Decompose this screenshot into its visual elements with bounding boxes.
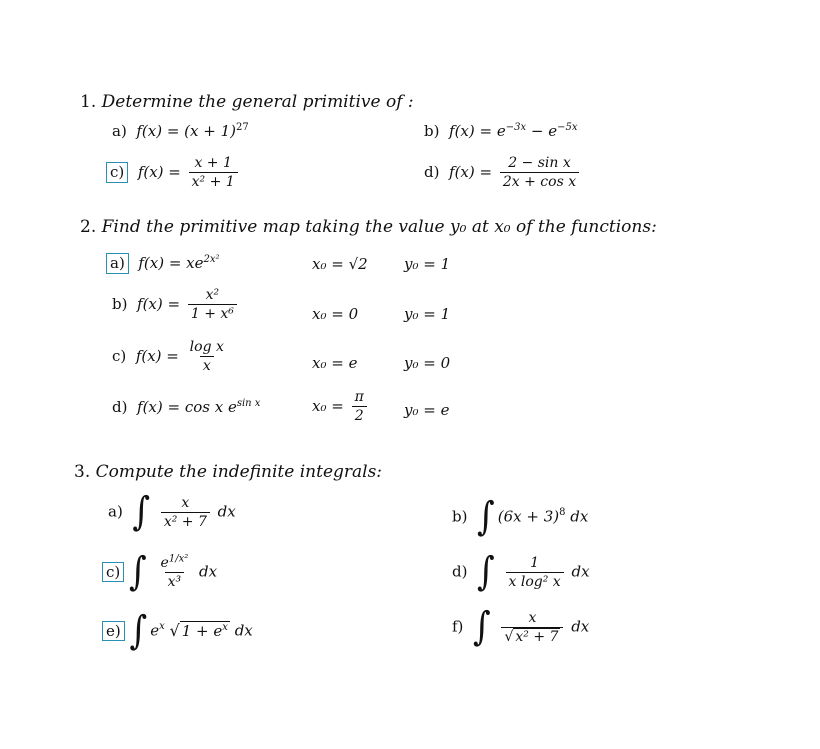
- denominator: x² + 1: [189, 172, 238, 189]
- numerator: π: [354, 389, 364, 405]
- s2-item-b: [112, 288, 240, 321]
- fraction: [158, 552, 192, 590]
- numerator: 2 − sin x: [508, 155, 571, 171]
- s1-item-b: [424, 124, 577, 139]
- highlighted-item-label: e): [102, 621, 125, 642]
- fraction: [189, 156, 238, 189]
- highlighted-item-label: a): [106, 253, 129, 274]
- integral-sign: ∫: [132, 489, 151, 535]
- x0-label: x₀ =: [312, 397, 344, 415]
- item-label: c): [112, 347, 127, 365]
- numerator: x²: [205, 287, 220, 303]
- s2-c-y0: y₀ = 0: [404, 354, 451, 372]
- expression: e: [150, 621, 160, 640]
- s2-d-x0: [312, 390, 370, 423]
- item-label: b): [112, 295, 128, 313]
- s3-item-b: [452, 494, 589, 540]
- fraction: [161, 496, 210, 529]
- s2-b-x0: x₀ = 0: [312, 305, 359, 323]
- integral-sign: ∫: [477, 494, 495, 540]
- expression: f(x) = xe: [138, 254, 204, 272]
- numerator-base: e: [160, 554, 169, 571]
- s1-item-a: [112, 124, 249, 139]
- s2-c-x0: x₀ = e: [312, 354, 358, 372]
- exponent: x: [159, 621, 165, 632]
- integral-sign: ∫: [477, 549, 495, 595]
- radical-sign: √: [169, 621, 180, 640]
- denominator: x: [200, 356, 214, 373]
- exponent: sin x: [236, 398, 261, 409]
- numerator: x: [528, 609, 537, 626]
- s2-a-y0: y₀ = 1: [404, 255, 451, 273]
- exponent: 2x²: [203, 254, 220, 265]
- numerator: [158, 552, 192, 572]
- item-label: d): [112, 398, 128, 416]
- denominator: 2: [352, 406, 367, 423]
- s3-item-d: [452, 549, 590, 595]
- section-1-heading: [80, 92, 414, 112]
- numerator: x: [181, 494, 190, 511]
- integral-sign: ∫: [472, 604, 491, 650]
- s3-item-f: [452, 604, 590, 650]
- denominator: x log² x: [506, 572, 564, 589]
- exponent: x: [222, 622, 228, 633]
- section-number: 1.: [80, 92, 97, 112]
- denominator: 2x + cos x: [500, 172, 579, 189]
- differential: dx: [571, 617, 590, 636]
- radical-sign: √: [504, 628, 514, 645]
- expression: f(x) = (x + 1): [136, 122, 236, 140]
- item-label: a): [108, 502, 123, 521]
- highlighted-item-label: c): [102, 562, 124, 583]
- s2-item-c: [112, 340, 230, 373]
- differential: dx: [199, 562, 218, 581]
- item-label: b): [424, 122, 440, 140]
- s2-item-d: [112, 400, 260, 415]
- expression: (6x + 3): [497, 507, 560, 526]
- fraction: [188, 288, 237, 321]
- radicand: 1 + e: [181, 622, 223, 640]
- s2-d-y0: y₀ = e: [404, 401, 450, 419]
- section-title: Find the primitive map taking the value y₀ at x₀ of the functions:: [101, 217, 657, 237]
- section-title: Determine the general primitive of :: [101, 92, 414, 112]
- fraction: [187, 340, 227, 373]
- s3-item-e: [102, 608, 253, 654]
- numerator: log x: [189, 339, 224, 355]
- exponent: 27: [235, 122, 249, 133]
- expression: f(x) = cos x e: [137, 398, 237, 416]
- expression: f(x) = e: [449, 122, 506, 140]
- differential: dx: [571, 562, 590, 581]
- section-number: 3.: [74, 462, 91, 482]
- item-label: b): [452, 507, 468, 526]
- exponent: −3x: [505, 122, 527, 133]
- expression: f(x) =: [137, 295, 181, 313]
- item-label: a): [112, 122, 127, 140]
- item-label: d): [452, 562, 468, 581]
- fraction: [500, 156, 579, 189]
- section-title: Compute the indefinite integrals:: [95, 462, 383, 482]
- s2-a-x0: x₀ = √2: [312, 255, 368, 273]
- exponent: −5x: [557, 122, 578, 133]
- s1-item-c: [106, 156, 241, 189]
- differential: dx: [217, 502, 236, 521]
- item-label: d): [424, 163, 440, 181]
- differential: dx: [234, 621, 253, 640]
- denominator: 1 + x⁶: [188, 304, 237, 321]
- integral-sign: ∫: [129, 549, 147, 595]
- denominator: x³: [165, 572, 185, 589]
- expression: − e: [526, 122, 558, 140]
- fraction: [506, 556, 564, 589]
- s3-item-c: [102, 549, 218, 595]
- expression: f(x) =: [449, 163, 493, 181]
- integral-sign: ∫: [129, 608, 148, 654]
- exponent: 1/x²: [168, 552, 189, 564]
- section-2-heading: [80, 217, 657, 237]
- highlighted-item-label: c): [106, 162, 128, 183]
- fraction: [501, 611, 563, 644]
- expression: f(x) =: [135, 347, 179, 365]
- square-root: [170, 623, 230, 639]
- differential: dx: [570, 507, 589, 526]
- radicand: x² + 7: [515, 628, 559, 645]
- s2-b-y0: y₀ = 1: [404, 305, 451, 323]
- numerator: x + 1: [194, 155, 232, 171]
- section-3-heading: [74, 462, 382, 482]
- denominator: x² + 7: [161, 512, 210, 529]
- s3-item-a: [108, 489, 236, 535]
- expression: f(x) =: [137, 163, 181, 181]
- s1-item-d: [424, 156, 582, 189]
- item-label: f): [452, 617, 464, 636]
- numerator: 1: [530, 554, 540, 571]
- section-number: 2.: [80, 217, 97, 237]
- denominator: [501, 627, 563, 644]
- s2-item-a: [106, 253, 220, 274]
- exponent: 8: [559, 507, 566, 518]
- fraction: [352, 390, 367, 423]
